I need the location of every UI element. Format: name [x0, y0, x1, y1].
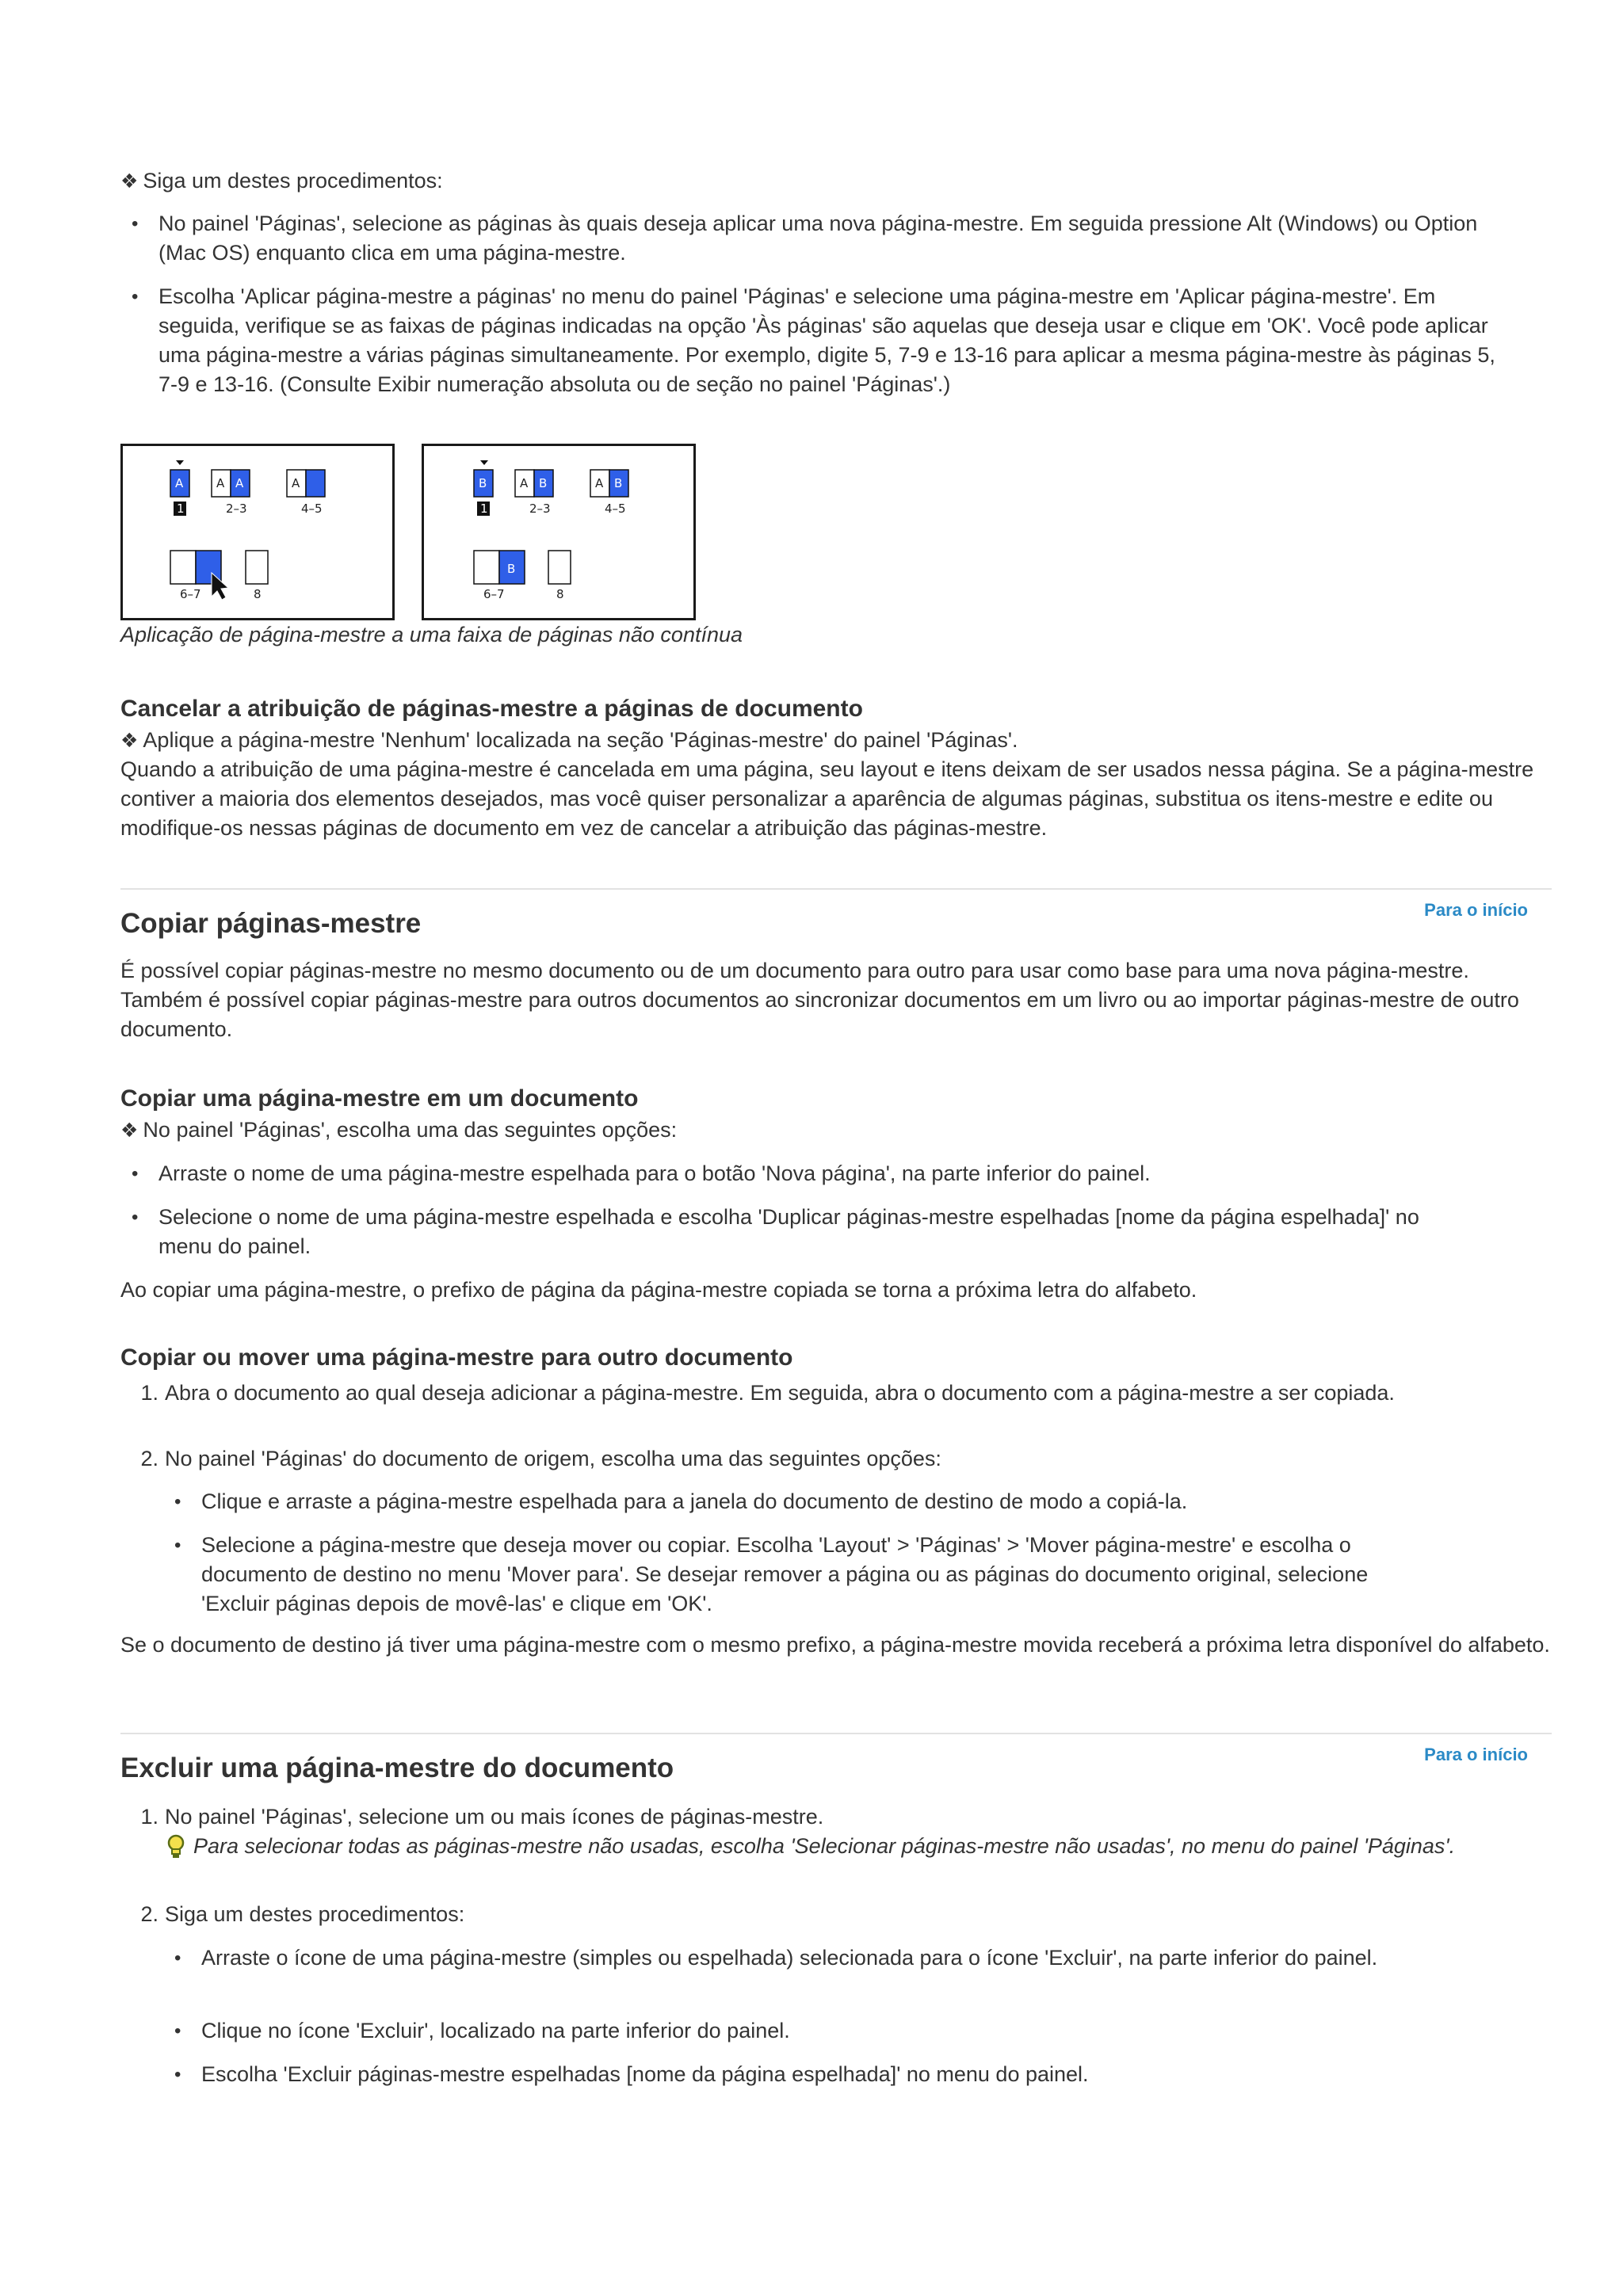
page-number-label: 6–7 [180, 587, 201, 601]
section-heading: Cancelar a atribuição de páginas-mestre a páginas de documento [120, 696, 863, 722]
page-icon [548, 551, 571, 584]
page-master-letter: B [614, 476, 623, 490]
page-number-label: 1 [177, 502, 185, 516]
paragraph: Quando a atribuição de uma página-mestre é cancelada em uma página, seu layout e itens deixam de ser usados nessa página. Se a página-mestre contiver a maioria dos elementos desejados, mas você quiser personalizar a aparência de algumas páginas, substitua os itens-mestre e edite ou modifique-os nessas páginas de documento em vez de cancelar a atribuição das páginas-mestre. [120, 757, 1534, 840]
pages-panel-illustration [424, 446, 693, 618]
page-master-letter: A [292, 476, 300, 490]
list-item: • Clique no ícone 'Excluir', localizado na parte inferior do painel. [201, 2016, 1438, 2046]
step-number: 2. [140, 1447, 158, 1470]
active-page-marker-icon [176, 460, 184, 465]
section-heading: Copiar páginas-mestre [120, 908, 422, 939]
list-item: • Arraste o ícone de uma página-mestre (simples ou espelhada) selecionada para o ícone 'Excluir', na parte inferior do painel. [201, 1943, 1438, 1973]
page-master-letter: A [520, 476, 529, 490]
tip-note [165, 1832, 1477, 1861]
page-number-label: 8 [556, 587, 564, 601]
figure-panel-right [422, 444, 696, 620]
section-heading: Copiar ou mover uma página-mestre para outro documento [120, 1344, 793, 1371]
step-number: 2. [140, 1902, 158, 1926]
paragraph: Se o documento de destino já tiver uma página-mestre com o mesmo prefixo, a página-mestre movida receberá a próxima letra disponível do alfabeto. [120, 1633, 1550, 1657]
step-text: No painel 'Páginas', escolha uma das seguintes opções: [143, 1118, 678, 1142]
page-icon [246, 551, 268, 584]
page-number-label: 2–3 [226, 502, 247, 516]
numbered-step [140, 1802, 1449, 1832]
numbered-step [140, 1379, 1449, 1408]
step-text: No painel 'Páginas', selecione um ou mais ícones de páginas-mestre. [165, 1805, 824, 1829]
page-master-letter: A [595, 476, 604, 490]
page-master-letter: B [539, 476, 548, 490]
page-icon [170, 551, 196, 584]
step-cancel [120, 726, 1018, 756]
diamond-bullet-icon: ❖ [120, 170, 139, 193]
page-number-label: 8 [254, 587, 262, 601]
active-page-marker-icon [480, 460, 488, 465]
page-number-label: 6–7 [483, 587, 505, 601]
back-to-top-link[interactable]: Para o início [1424, 900, 1528, 920]
list-item: • Selecione a página-mestre que deseja mover ou copiar. Escolha 'Layout' > 'Páginas' > 'Mover página-mestre' e escolha o documento de destino no menu 'Mover para'. Se desejar remover a página ou as páginas do documento original, selecione 'Excluir páginas depois de movê-las' e clique em 'OK'. [201, 1531, 1438, 1619]
step-copy-within [120, 1116, 677, 1146]
list-item: • Selecione o nome de uma página-mestre espelhada e escolha 'Duplicar páginas-mestre espelhadas [nome da página espelhada]' no menu do painel. [158, 1203, 1426, 1261]
step-number: 1. [140, 1805, 158, 1829]
numbered-step [140, 1444, 1449, 1474]
page-master-letter: B [507, 562, 516, 576]
section-heading: Excluir uma página-mestre do documento [120, 1753, 674, 1783]
list-item: • Arraste o nome de uma página-mestre espelhada para o botão 'Nova página', na parte inferior do painel. [158, 1159, 1506, 1188]
page-number-label: 2–3 [529, 502, 551, 516]
diamond-bullet-icon: ❖ [120, 1119, 139, 1142]
page-number-label: 4–5 [605, 502, 626, 516]
list-item: • No painel 'Páginas', selecione as páginas às quais deseja aplicar uma nova página-mestre. Em seguida pressione Alt (Windows) ou Option (Mac OS) enquanto clica em uma página-mestre. [158, 209, 1506, 268]
step-number: 1. [140, 1381, 158, 1405]
section-divider [120, 1733, 1552, 1734]
figure-panel-left [120, 444, 395, 620]
pages-panel-illustration [123, 446, 392, 618]
lightbulb-tip-icon [165, 1833, 187, 1860]
step-text: Abra o documento ao qual deseja adicionar a página-mestre. Em seguida, abra o documento com a página-mestre a ser copiada. [165, 1381, 1395, 1405]
page-master-letter: A [216, 476, 225, 490]
diamond-bullet-icon: ❖ [120, 730, 139, 752]
page-master-letter: A [175, 476, 184, 490]
list-item: • Escolha 'Aplicar página-mestre a páginas' no menu do painel 'Páginas' e selecione uma página-mestre em 'Aplicar página-mestre'. Em seguida, verifique se as faixas de páginas indicadas na opção 'Às páginas' são aquelas que deseja usar e clique em 'OK'. Você pode aplicar uma página-mestre a várias páginas simultaneamente. Por exemplo, digite 5, 7-9 e 13-16 para aplicar a mesma página-mestre às páginas 5, 7-9 e 13-16. (Consulte Exibir numeração absoluta ou de seção no painel 'Páginas'.) [158, 282, 1506, 399]
numbered-step [140, 1900, 1449, 1929]
step-text: No painel 'Páginas' do documento de origem, escolha uma das seguintes opções: [165, 1447, 941, 1470]
section-divider [120, 888, 1552, 890]
figure-caption: Aplicação de página-mestre a uma faixa de páginas não contínua [120, 623, 743, 646]
list-item: • Escolha 'Excluir páginas-mestre espelhadas [nome da página espelhada]' no menu do painel. [201, 2060, 1438, 2089]
paragraph: Ao copiar uma página-mestre, o prefixo de página da página-mestre copiada se torna a próxima letra do alfabeto. [120, 1278, 1197, 1302]
step-text: Aplique a página-mestre 'Nenhum' localizada na seção 'Páginas-mestre' do painel 'Páginas'. [143, 728, 1018, 752]
section-heading: Copiar uma página-mestre em um documento [120, 1085, 639, 1112]
step-intro [120, 166, 443, 196]
page-master-letter: A [235, 476, 244, 490]
page-icon [474, 551, 499, 584]
step-text: Siga um destes procedimentos: [165, 1902, 465, 1926]
paragraph: É possível copiar páginas-mestre no mesmo documento ou de um documento para outro para usar como base para uma nova página-mestre. Também é possível copiar páginas-mestre para outros documentos ao sincronizar documentos em um livro ou ao importar páginas-mestre de outro documento. [120, 959, 1519, 1041]
page-number-label: 4–5 [301, 502, 323, 516]
list-item: • Clique e arraste a página-mestre espelhada para a janela do documento de destino de modo a copiá-la. [201, 1487, 1438, 1516]
back-to-top-link[interactable]: Para o início [1424, 1745, 1528, 1764]
page-icon [306, 470, 325, 497]
page-master-letter: B [479, 476, 487, 490]
tip-text: Para selecionar todas as páginas-mestre não usadas, escolha 'Selecionar páginas-mestre não usadas', no menu do painel 'Páginas'. [193, 1834, 1456, 1858]
step-text: Siga um destes procedimentos: [143, 169, 443, 193]
page-number-label: 1 [480, 502, 488, 516]
